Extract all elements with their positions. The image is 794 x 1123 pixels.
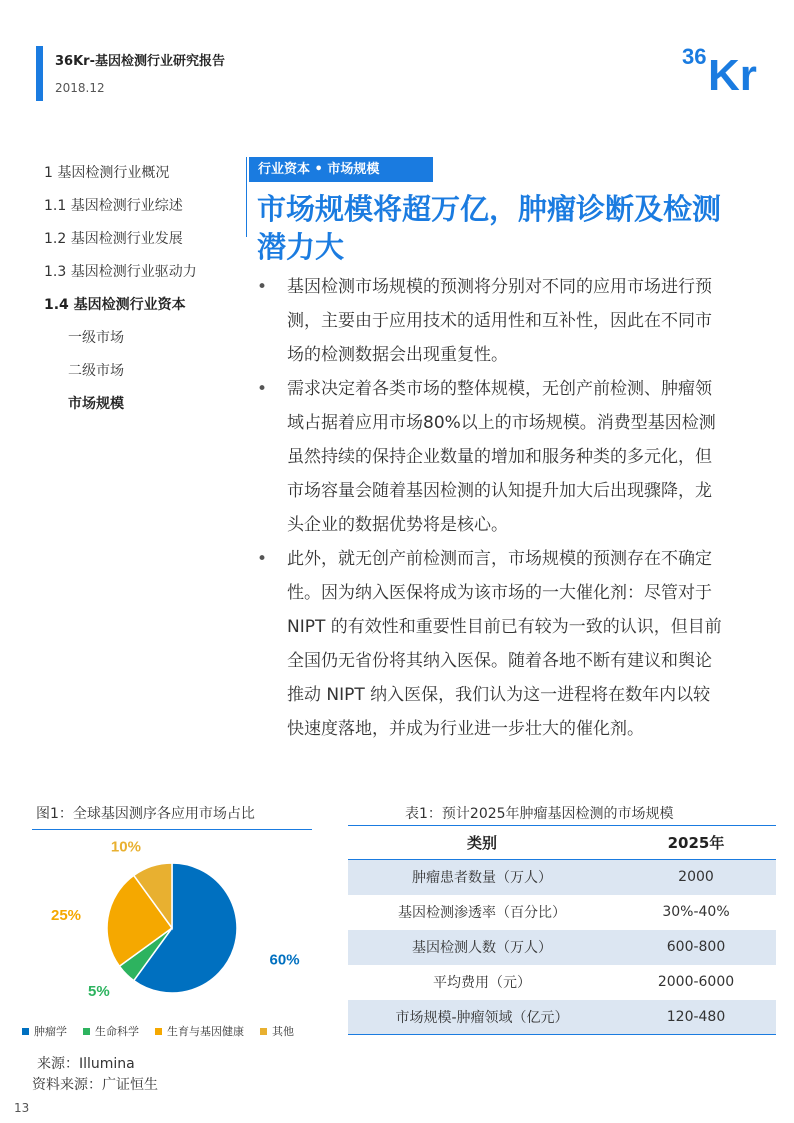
figure-title: 图1：全球基因测序各应用市场占比 <box>36 806 255 822</box>
body-bullets <box>255 270 727 746</box>
table-cell-category: 市场规模-肿瘤领域（亿元） <box>348 1000 616 1035</box>
pie-data-label: 25% <box>50 907 82 925</box>
bullet-item: • 此外，就无创产前检测而言，市场规模的预测存在不确定性。因为纳入医保将成为该市场的一大催化剂：尽管对于 NIPT 的有效性和重要性目前已有较为一致的认识，但目前全国仍无省份将其纳入医保。随着各地不断有建议和舆论推动 NIPT 纳入医保，我们认为这一进程将在数年内以较快速度落地，并成为行业进一步壮大的催化剂。 <box>255 542 727 746</box>
legend-swatch <box>22 1028 29 1035</box>
legend-label: 生育与基因健康 <box>167 1025 244 1038</box>
table-header-year: 2025年 <box>616 826 776 860</box>
legend-swatch <box>260 1028 267 1035</box>
legend-swatch <box>83 1028 90 1035</box>
section-tag: 行业资本 • 市场规模 <box>249 157 433 182</box>
figure-source: 来源：Illumina <box>37 1056 135 1072</box>
legend-entry <box>83 1023 139 1039</box>
header-accent-bar <box>36 46 43 101</box>
toc-item[interactable]: 二级市场 <box>68 363 124 379</box>
bullet-item: • 基因检测市场规模的预测将分别对不同的应用市场进行预测，主要由于应用技术的适用性和互补性，因此在不同市场的检测数据会出现重复性。 <box>255 270 727 372</box>
table-row <box>348 895 776 930</box>
toc-item[interactable]: 市场规模 <box>68 396 124 412</box>
table-cell-category: 肿瘤患者数量（万人） <box>348 860 616 895</box>
table-header-row <box>348 826 776 860</box>
legend-swatch <box>155 1028 162 1035</box>
table-row <box>348 965 776 1000</box>
toc-item[interactable]: 1.1 基因检测行业综述 <box>44 198 183 214</box>
legend-entry <box>22 1023 67 1039</box>
section-title: 市场规模将超万亿，肿瘤诊断及检测潜力大 <box>257 192 722 264</box>
legend-label: 生命科学 <box>95 1025 139 1038</box>
pie-data-label: 10% <box>110 838 141 856</box>
page-number: 13 <box>14 1101 30 1115</box>
table-cell-value: 2000 <box>616 860 776 895</box>
toc-item[interactable]: 1.4 基因检测行业资本 <box>44 297 186 313</box>
table-row <box>348 860 776 895</box>
toc-item[interactable]: 1.3 基因检测行业驱动力 <box>44 264 197 280</box>
pie-data-label: 5% <box>88 982 110 1000</box>
logo-text-num: 36 <box>682 44 707 69</box>
table-cell-value: 30%-40% <box>662 904 730 920</box>
table-row <box>348 930 776 965</box>
toc-item[interactable]: 一级市场 <box>68 330 124 346</box>
table-title: 表1：预计2025年肿瘤基因检测的市场规模 <box>405 806 674 822</box>
table-cell-category: 基因检测人数（万人） <box>348 930 616 965</box>
toc-item[interactable]: 1.2 基因检测行业发展 <box>44 231 183 247</box>
toc-item[interactable]: 1 基因检测行业概况 <box>44 165 170 181</box>
table-cell-value: 2000-6000 <box>657 974 735 990</box>
pie-chart <box>50 838 300 1010</box>
legend-entry <box>155 1023 244 1039</box>
section-accent-line <box>246 157 247 237</box>
table-cell-category: 平均费用（元） <box>433 975 531 991</box>
market-size-table <box>348 825 776 1035</box>
bullet-item: • 需求决定着各类市场的整体规模，无创产前检测、肿瘤领域占据着应用市场80%以上的市场规模。消费型基因检测虽然持续的保持企业数量的增加和服务种类的多元化，但市场容量会随着基因检测的认知提升加大后出现骤降，龙头企业的数据优势将是核心。 <box>255 372 727 542</box>
36kr-logo <box>680 38 766 100</box>
logo-text-kr: Kr <box>708 51 757 100</box>
table-cell-value: 120-480 <box>616 1000 776 1035</box>
table-row <box>348 1000 776 1035</box>
chart-legend <box>22 1023 342 1039</box>
table-header-category: 类别 <box>348 826 616 860</box>
figure-title-rule <box>32 829 312 830</box>
table-cell-value: 600-800 <box>616 930 776 965</box>
report-date: 2018.12 <box>55 81 105 95</box>
data-source: 资料来源：广证恒生 <box>32 1077 158 1093</box>
table-of-contents <box>44 160 244 424</box>
legend-label: 肿瘤学 <box>34 1025 67 1038</box>
report-title: 36Kr-基因检测行业研究报告 <box>55 54 225 69</box>
pie-data-label: 60% <box>269 951 300 969</box>
legend-label: 其他 <box>272 1025 294 1038</box>
legend-entry <box>260 1023 294 1039</box>
table-cell-category: 基因检测渗透率（百分比） <box>398 905 566 921</box>
